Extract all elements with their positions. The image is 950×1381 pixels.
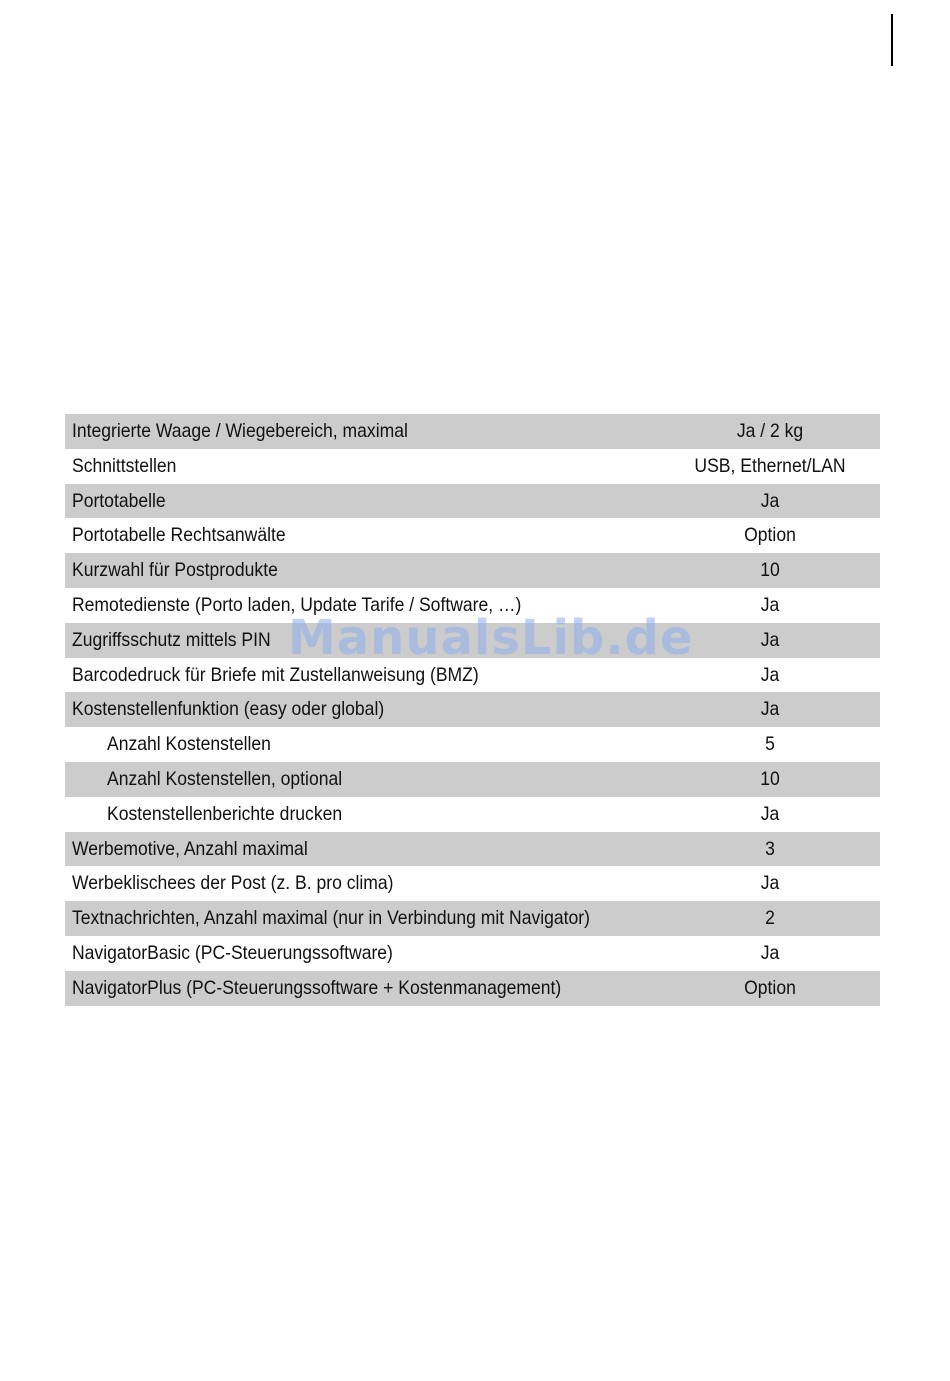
table-row: [65, 553, 880, 588]
row-value: 2: [765, 907, 775, 930]
table-row: [65, 832, 880, 867]
row-label: Portotabelle: [72, 489, 166, 512]
table-row: [65, 518, 880, 553]
row-label: Barcodedruck für Briefe mit Zustellanweisung (BMZ): [72, 663, 479, 686]
row-value: Ja: [760, 941, 780, 964]
row-value: USB, Ethernet/LAN: [694, 454, 846, 477]
table-row-indented: [65, 762, 880, 797]
table-row: [65, 414, 880, 449]
row-label: Zugriffsschutz mittels PIN: [72, 628, 271, 651]
row-label: Anzahl Kostenstellen, optional: [107, 767, 343, 790]
row-value: Option: [744, 524, 796, 547]
table-row: [65, 971, 880, 1006]
row-label: Kurzwahl für Postprodukte: [72, 559, 278, 582]
table-row: [65, 692, 880, 727]
row-label: Werbemotive, Anzahl maximal: [72, 837, 308, 860]
row-label: Anzahl Kostenstellen: [107, 733, 271, 756]
row-value: Ja / 2 kg: [736, 420, 804, 442]
table-row: [65, 901, 880, 936]
row-label: Schnittstellen: [72, 454, 177, 477]
row-label: Textnachrichten, Anzahl maximal (nur in Verbindung mit Navigator): [72, 907, 590, 930]
table-row: [65, 866, 880, 901]
row-label: Kostenstellenberichte drucken: [107, 802, 343, 825]
row-value: Ja: [760, 489, 780, 512]
row-label: Kostenstellenfunktion (easy oder global): [72, 698, 385, 721]
row-value: Ja: [760, 872, 780, 895]
page-margin-line: [891, 14, 893, 66]
table-row-indented: [65, 797, 880, 832]
row-label: Integrierte Waage / Wiegebereich, maximal: [72, 420, 408, 442]
row-label: NavigatorBasic (PC-Steuerungssoftware): [72, 941, 393, 964]
row-label: Portotabelle Rechtsanwälte: [72, 524, 286, 547]
row-value: 3: [765, 837, 775, 860]
row-value: Ja: [760, 593, 780, 616]
row-value: Ja: [760, 802, 780, 825]
row-label: NavigatorPlus (PC-Steuerungssoftware + Kostenmanagement): [72, 976, 562, 999]
row-value: 10: [760, 767, 780, 790]
table-row: [65, 484, 880, 519]
row-value: Ja: [760, 628, 780, 651]
row-value: 10: [760, 559, 780, 582]
table-row-indented: [65, 727, 880, 762]
row-value: Ja: [760, 663, 780, 686]
table-row: [65, 449, 880, 484]
table-row: [65, 936, 880, 971]
row-value: 5: [765, 733, 775, 756]
row-label: Remotedienste (Porto laden, Update Tarife / Software, …): [72, 593, 522, 616]
spec-table: [65, 414, 880, 1006]
row-value: Ja: [760, 698, 780, 721]
row-label: Werbeklischees der Post (z. B. pro clima): [72, 872, 394, 895]
watermark: ManualsLib.de: [288, 610, 694, 666]
row-value: Option: [744, 976, 796, 999]
